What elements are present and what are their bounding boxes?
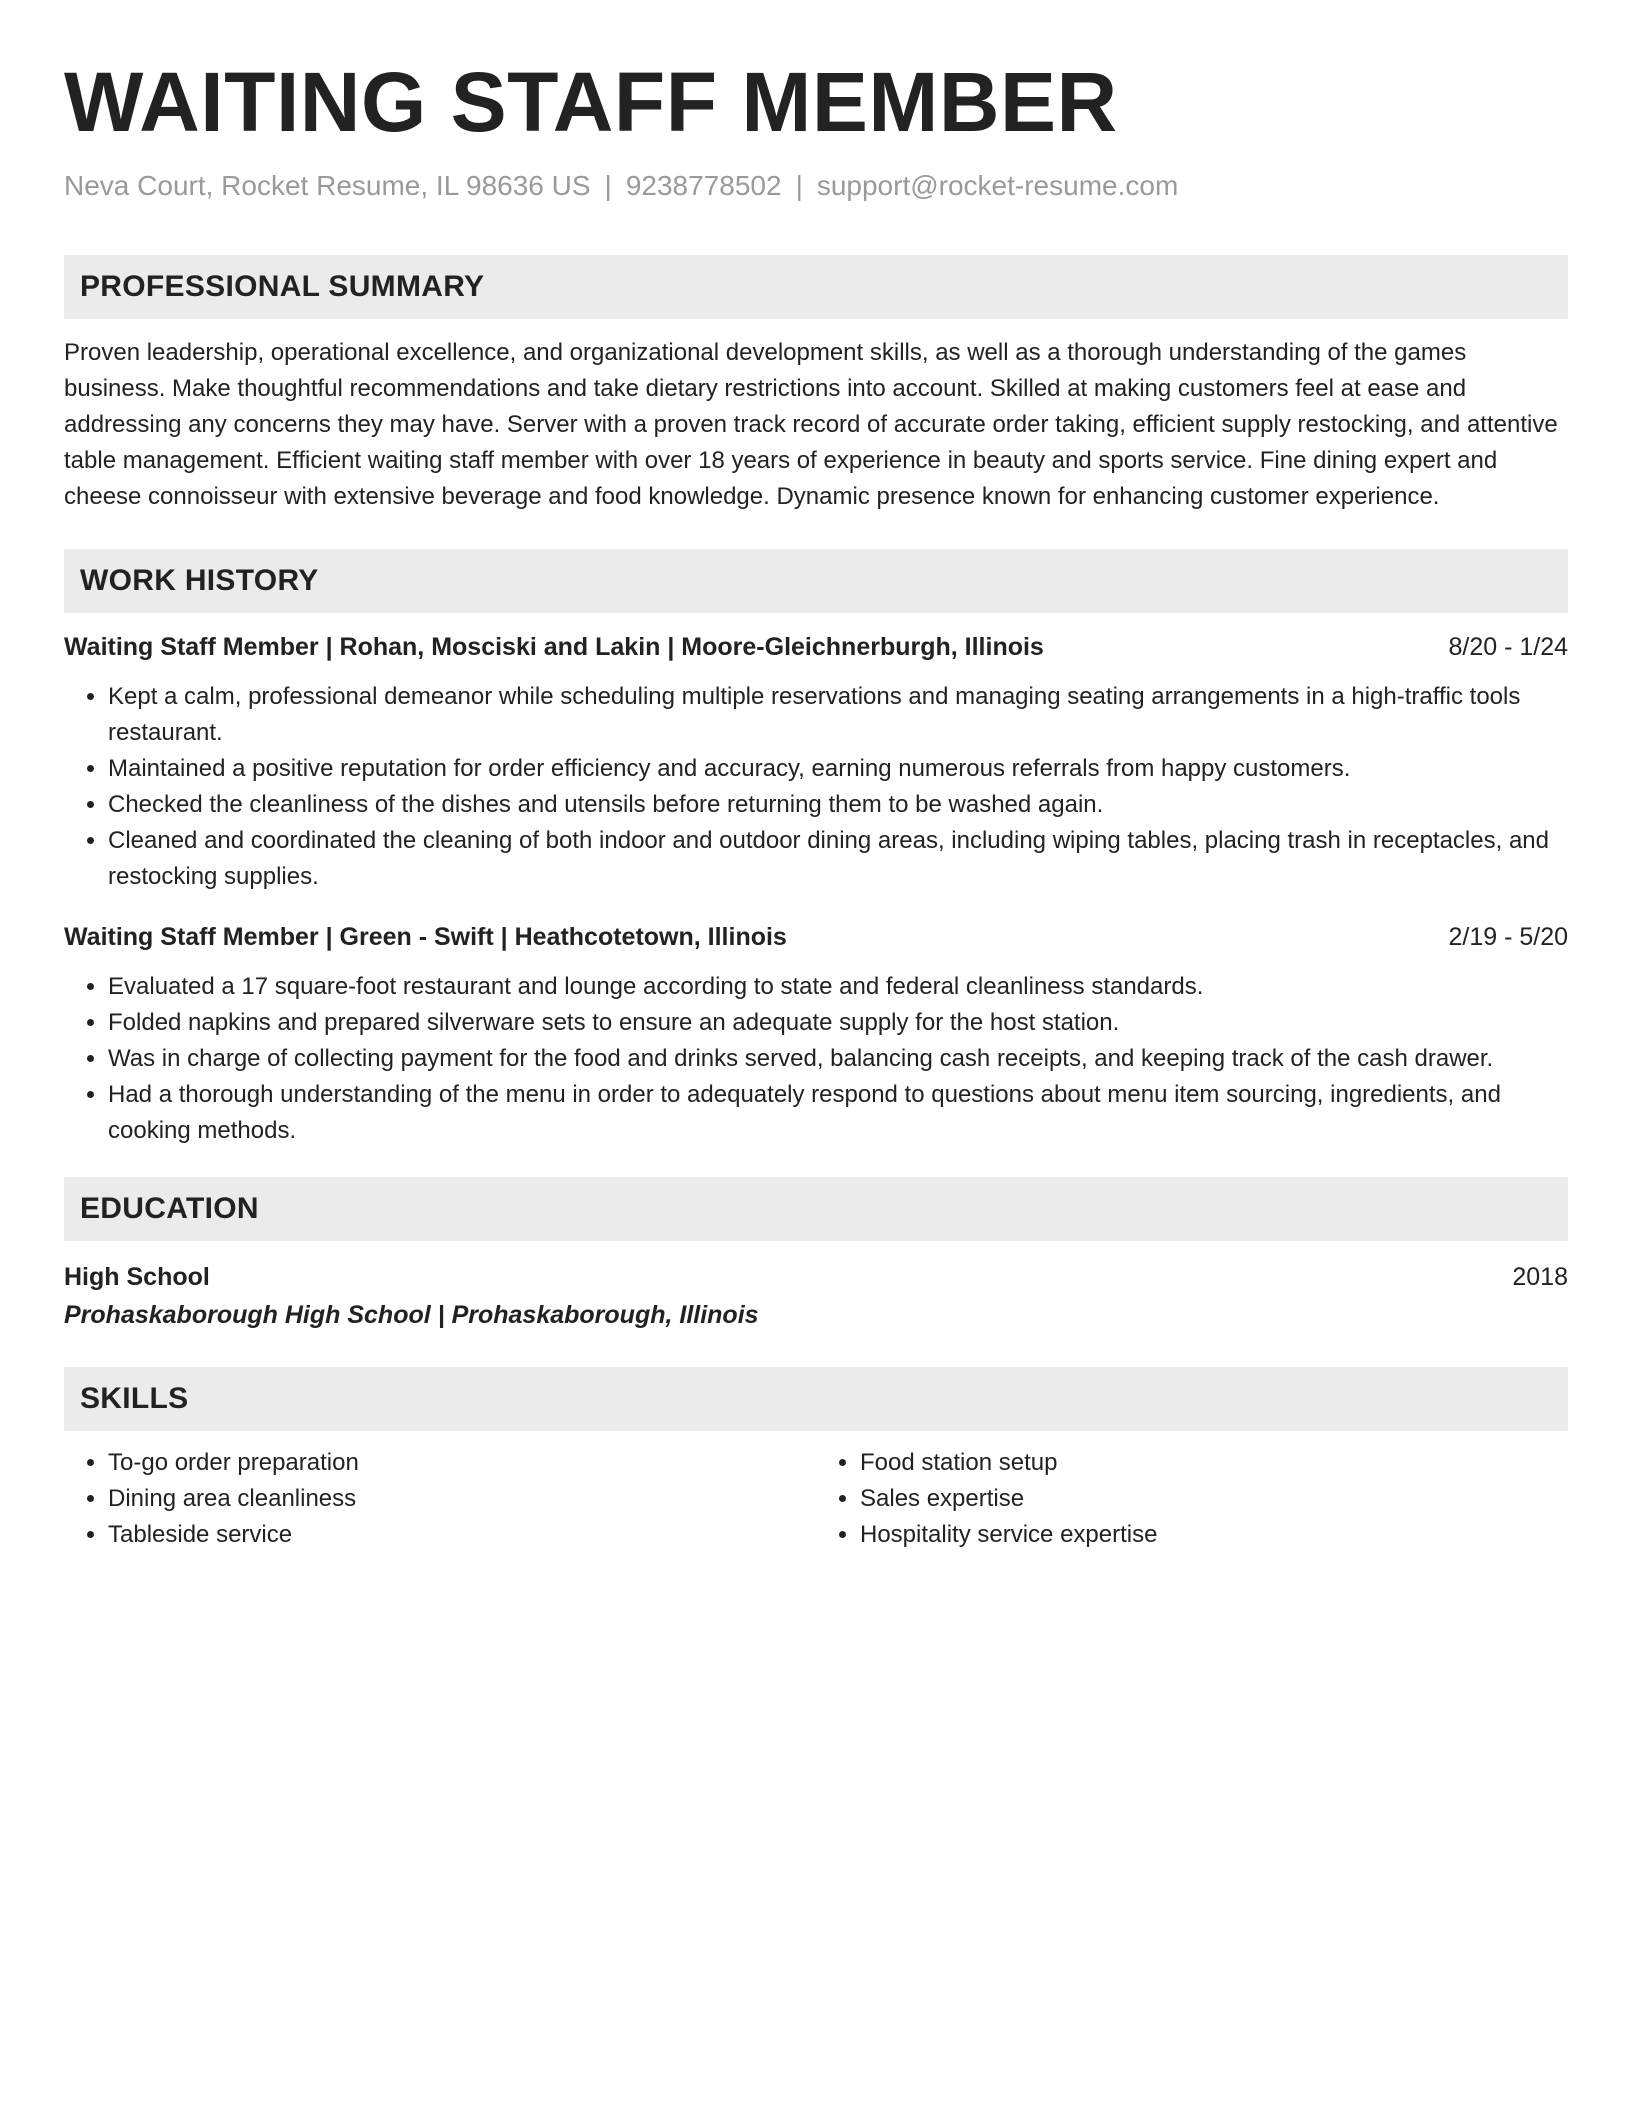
- contact-phone: 9238778502: [625, 170, 782, 202]
- job-bullet: • Cleaned and coordinated the cleaning of both indoor and outdoor dining areas, including wiping tables, placing trash in receptacles, and restocking supplies.: [108, 823, 1568, 895]
- job-entry-header: [64, 629, 1568, 665]
- job-bullet: • Evaluated a 17 square-foot restaurant and lounge according to state and federal cleanliness standards.: [108, 969, 1568, 1005]
- contact-line: [64, 168, 1568, 204]
- skill-item: • Food station setup: [860, 1445, 1568, 1481]
- section-header-summary: PROFESSIONAL SUMMARY: [64, 255, 1568, 319]
- job-bullet: • Checked the cleanliness of the dishes and utensils before returning them to be washed again.: [108, 787, 1568, 823]
- skill-item: • Hospitality service expertise: [860, 1517, 1568, 1553]
- skill-item: • Tableside service: [108, 1517, 816, 1553]
- job-bullet: • Folded napkins and prepared silverware sets to ensure an adequate supply for the host station.: [108, 1005, 1568, 1041]
- job-title: Waiting Staff Member | Green - Swift | Heathcotetown, Illinois: [64, 922, 787, 951]
- job-title: Waiting Staff Member | Rohan, Mosciski and Lakin | Moore-Gleichnerburgh, Illinois: [64, 632, 1044, 661]
- section-header-skills: SKILLS: [64, 1367, 1568, 1431]
- education-degree: High School: [64, 1262, 210, 1291]
- candidate-name: WAITING STAFF MEMBER: [64, 55, 1118, 149]
- skills-list-left: [64, 1445, 816, 1553]
- job-entry-header: [64, 919, 1568, 955]
- job-bullet: • Was in charge of collecting payment for the food and drinks served, balancing cash receipts, and keeping track of the cash drawer.: [108, 1041, 1568, 1077]
- section-header-work-history: WORK HISTORY: [64, 549, 1568, 613]
- summary-text: Proven leadership, operational excellence, and organizational development skills, as well as a thorough understanding of the games business. Make thoughtful recommendations and take dietary restrictions into account. Skilled at making customers feel at ease and addressing any concerns they may have. Server with a proven track record of accurate order taking, efficient supply restocking, and attentive table management. Efficient waiting staff member with over 18 years of experience in beauty and sports service. Fine dining expert and cheese connoisseur with extensive beverage and food knowledge. Dynamic presence known for enhancing customer experience.: [64, 338, 1558, 510]
- job-bullet: • Had a thorough understanding of the menu in order to adequately respond to questions about menu item sourcing, ingredients, and cooking methods.: [108, 1077, 1568, 1149]
- job-bullet: • Kept a calm, professional demeanor while scheduling multiple reservations and managing seating arrangements in a high-traffic tools restaurant.: [108, 679, 1568, 751]
- section-header-education: EDUCATION: [64, 1177, 1568, 1241]
- contact-address: Neva Court, Rocket Resume, IL 98636 US: [64, 170, 591, 202]
- contact-email: support@rocket-resume.com: [816, 170, 1179, 202]
- job-bullet: • Maintained a positive reputation for order efficiency and accuracy, earning numerous referrals from happy customers.: [108, 751, 1568, 787]
- skill-item: • Dining area cleanliness: [108, 1481, 816, 1517]
- job-bullet-list: [64, 969, 1568, 1149]
- education-year: 2018: [1512, 1262, 1568, 1291]
- skills-list-right: [816, 1445, 1568, 1553]
- skill-item: • Sales expertise: [860, 1481, 1568, 1517]
- job-bullet-list: [64, 679, 1568, 895]
- skill-item: • To-go order preparation: [108, 1445, 816, 1481]
- education-entry-header: [64, 1259, 1568, 1295]
- job-dates: 8/20 - 1/24: [1448, 632, 1568, 661]
- job-dates: 2/19 - 5/20: [1448, 922, 1568, 951]
- contact-separator: |: [604, 170, 612, 202]
- education-school: Prohaskaborough High School | Prohaskaborough, Illinois: [64, 1300, 759, 1329]
- skills-columns: [64, 1445, 1568, 1553]
- contact-separator: |: [795, 170, 803, 202]
